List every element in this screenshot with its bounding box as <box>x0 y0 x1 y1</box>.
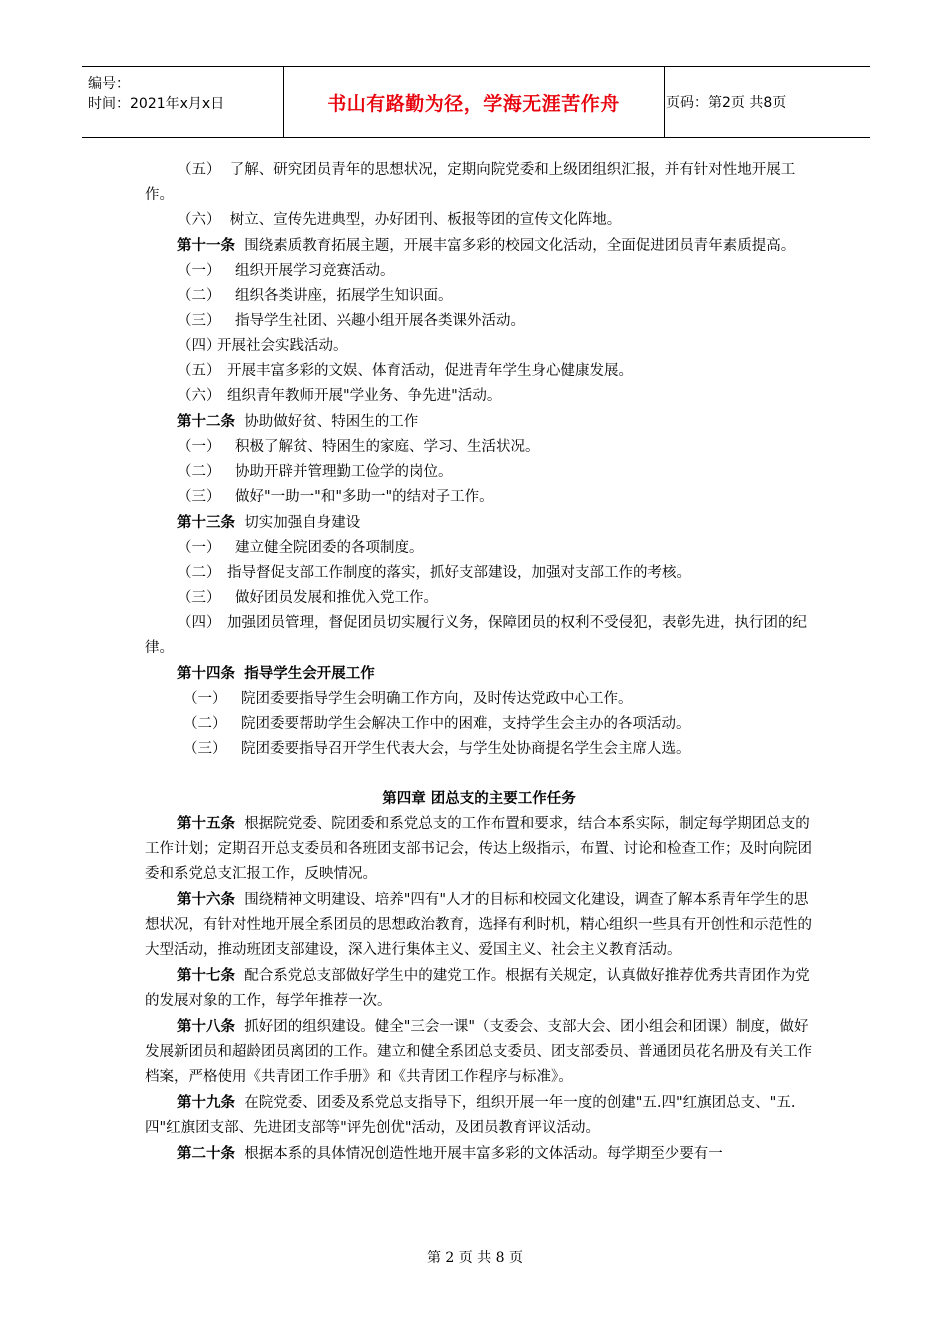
article-12 <box>145 409 813 435</box>
item-text: 建立健全院团委的各项制度。 <box>235 540 424 556</box>
item-number: （二） <box>177 565 221 581</box>
list-item <box>145 359 813 384</box>
item-number: （四） <box>177 338 221 354</box>
article-text: 围绕素质教育拓展主题，开展丰富多彩的校园文化活动，全面促进团员青年素质提高。 <box>244 238 796 254</box>
item-text: 指导督促支部工作制度的落实，抓好支部建设，加强对支部工作的考核。 <box>227 565 691 581</box>
list-item <box>145 611 813 661</box>
article-title: 第二十条 <box>177 1145 235 1162</box>
article-text: 围绕精神文明建设、培养"四有"人才的目标和校园文化建设，调查了解本系青年学生的思想状况，有针对性地开展全系团员的思想政治教育，选择有利时机，精心组织一些具有开创性和示范性的大型活动，推动班团支部建设，深入进行集体主义、爱国主义、社会主义教育活动。 <box>145 892 812 958</box>
item-text: 院团委要指导召开学生代表大会，与学生处协商提名学生会主席人选。 <box>241 741 691 757</box>
document-date-label: 时间：2021年x月x日 <box>88 96 225 112</box>
article-text: 配合系党总支部做好学生中的建党工作。根据有关规定，认真做好推荐优秀共青团作为党的发展对象的工作，每学年推荐一次。 <box>145 968 810 1009</box>
list-item <box>145 284 813 309</box>
item-number: （三） <box>177 489 221 505</box>
list-item <box>145 309 813 334</box>
article-title: 第十二条 <box>177 413 235 430</box>
list-item <box>145 737 813 762</box>
item-number: （二） <box>177 288 221 304</box>
article-text: 指导学生会开展工作 <box>244 665 375 682</box>
item-number: （一） <box>177 540 221 556</box>
list-item <box>145 259 813 284</box>
article-20 <box>145 1141 813 1167</box>
list-item <box>145 712 813 737</box>
item-text: 组织各类讲座，拓展学生知识面。 <box>235 288 453 304</box>
document-number-label: 编号： <box>88 76 130 92</box>
article-14 <box>145 661 813 687</box>
item-number: （五） <box>177 162 221 178</box>
article-title: 第十一条 <box>177 237 235 254</box>
article-13 <box>145 510 813 536</box>
chapter-heading: 第四章 团总支的主要工作任务 <box>382 790 576 807</box>
article-18 <box>145 1014 813 1090</box>
page-header <box>82 66 870 138</box>
list-item <box>145 586 813 611</box>
article-text: 切实加强自身建设 <box>244 515 361 531</box>
header-motto: 书山有路勤为径，学海无涯苦作舟 <box>327 92 620 115</box>
item-number: （三） <box>177 590 221 606</box>
item-text: 了解、研究团员青年的思想状况，定期向院党委和上级团组织汇报，并有针对性地开展工作。 <box>145 162 796 203</box>
article-19 <box>145 1090 813 1141</box>
item-text: 指导学生社团、兴趣小组开展各类课外活动。 <box>235 313 525 329</box>
item-number: （五） <box>177 363 221 379</box>
header-meta <box>82 67 284 137</box>
item-text: 组织开展学习竞赛活动。 <box>235 263 395 279</box>
article-text: 在院党委、团委及系党总支指导下，组织开展一年一度的创建"五.四"红旗团总支、"五.四"红旗团支部、先进团支部等"评先创优"活动，及团员教育评议活动。 <box>145 1095 796 1136</box>
list-item <box>145 435 813 460</box>
list-item <box>145 561 813 586</box>
item-text: 树立、宣传先进典型，办好团刊、板报等团的宣传文化阵地。 <box>229 212 622 228</box>
article-title: 第十七条 <box>177 967 235 984</box>
item-number: （一） <box>183 691 227 707</box>
item-number: （一） <box>177 439 221 455</box>
item-number: （二） <box>177 464 221 480</box>
item-text: 协助开辟并管理勤工俭学的岗位。 <box>235 464 453 480</box>
article-title: 第十九条 <box>177 1094 235 1111</box>
item-number: （六） <box>177 388 221 404</box>
list-item <box>145 384 813 409</box>
document-body <box>145 158 813 1167</box>
header-page-cell <box>664 67 870 137</box>
article-title: 第十六条 <box>177 891 235 908</box>
article-title: 第十八条 <box>177 1018 235 1035</box>
article-15 <box>145 811 813 887</box>
list-item <box>145 536 813 561</box>
list-item <box>145 687 813 712</box>
header-page-number: 页码：第2页 共8页 <box>666 95 787 111</box>
article-11 <box>145 233 813 259</box>
article-16 <box>145 887 813 963</box>
item-text: 做好"一助一"和"多助一"的结对子工作。 <box>235 489 494 505</box>
article-text: 协助做好贫、特困生的工作 <box>244 414 419 430</box>
paragraph <box>145 158 813 208</box>
item-text: 组织青年教师开展"学业务、争先进"活动。 <box>227 388 502 404</box>
list-item <box>145 334 813 359</box>
item-number: （三） <box>177 313 221 329</box>
paragraph <box>145 208 813 233</box>
item-text: 开展丰富多彩的文娱、体育活动，促进青年学生身心健康发展。 <box>227 363 633 379</box>
page-footer: 第 2 页 共 8 页 <box>426 1250 524 1266</box>
item-text: 院团委要指导学生会明确工作方向，及时传达党政中心工作。 <box>241 691 633 707</box>
item-number: （二） <box>183 716 227 732</box>
article-title: 第十五条 <box>177 815 235 832</box>
article-text: 根据本系的具体情况创造性地开展丰富多彩的文体活动。每学期至少要有一 <box>244 1146 723 1162</box>
article-17 <box>145 963 813 1014</box>
item-number: （三） <box>183 741 227 757</box>
item-text: 做好团员发展和推优入党工作。 <box>235 590 438 606</box>
article-title: 第十三条 <box>177 514 235 531</box>
item-number: （四） <box>177 615 221 631</box>
article-text: 抓好团的组织建设。健全"三会一课"（支委会、支部大会、团小组会和团课）制度，做好发展新团员和超龄团员离团的工作。建立和健全系团总支委员、团支部委员、普通团员花名册及有关工作档案，严格使用《共青团工作手册》和《共青团工作程序与标准》。 <box>145 1019 812 1085</box>
article-title: 第十四条 <box>177 665 235 682</box>
header-motto-cell <box>283 67 665 137</box>
item-text: 院团委要帮助学生会解决工作中的困难，支持学生会主办的各项活动。 <box>241 716 691 732</box>
item-text: 积极了解贫、特困生的家庭、学习、生活状况。 <box>235 439 540 455</box>
item-text: 开展社会实践活动。 <box>217 338 348 354</box>
article-text: 根据院党委、院团委和系党总支的工作布置和要求，结合本系实际，制定每学期团总支的工作计划；定期召开总支委员和各班团支部书记会，传达上级指示，布置、讨论和检查工作；及时向院团委和系党总支汇报工作，反映情况。 <box>145 816 812 882</box>
item-number: （一） <box>177 263 221 279</box>
list-item <box>145 485 813 510</box>
item-number: （六） <box>177 212 221 228</box>
item-text: 加强团员管理，督促团员切实履行义务，保障团员的权利不受侵犯，表彰先进，执行团的纪律。 <box>145 615 807 656</box>
list-item <box>145 460 813 485</box>
